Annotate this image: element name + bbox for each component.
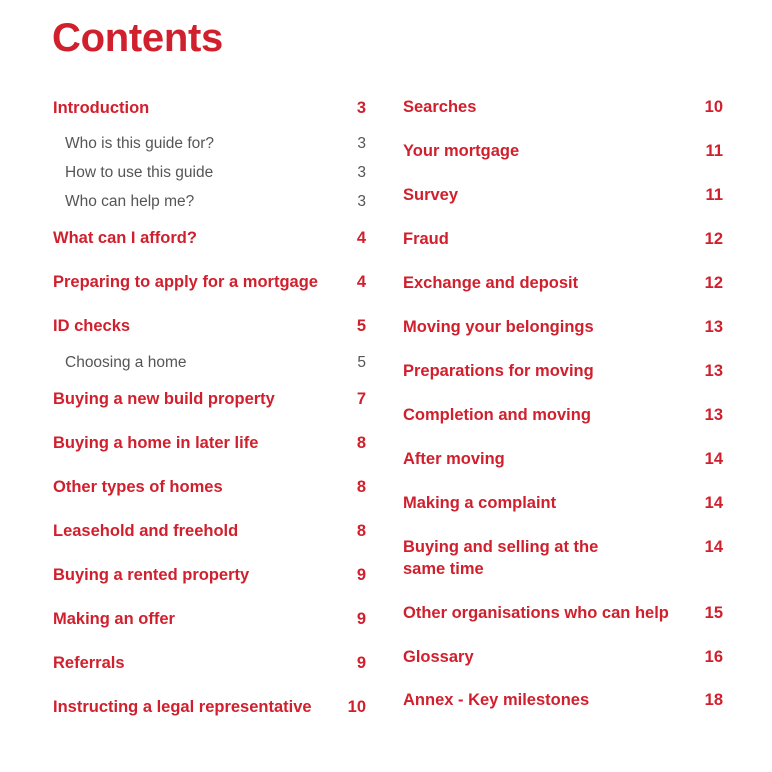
toc-entry-page: 13 [704,362,723,380]
toc-entry-label: Exchange and deposit [403,274,579,292]
toc-entry-label: Survey [403,186,459,204]
toc-entry-label: Preparations for moving [403,362,594,380]
toc-entry-making-an-offer[interactable] [53,608,366,630]
toc-entry-page: 3 [357,135,366,152]
toc-entry-page: 14 [704,450,723,468]
toc-entry-referrals[interactable] [53,652,366,674]
toc-entry-glossary[interactable] [403,646,723,668]
toc-entry-introduction[interactable] [53,97,366,119]
toc-entry-page: 3 [357,164,366,181]
toc-entry-page: 10 [347,698,366,716]
toc-entry-label: Who can help me? [65,193,195,210]
toc-entry-page: 4 [356,273,366,291]
toc-entry-buying-new-build[interactable] [53,388,366,410]
toc-entry-page: 4 [356,229,366,247]
toc-entry-page: 11 [705,142,723,160]
toc-entry-page: 9 [356,566,366,584]
toc-entry-page: 10 [704,98,723,116]
toc-subentry-choosing-a-home[interactable] [65,353,366,373]
toc-entry-leasehold-freehold[interactable] [53,520,366,542]
toc-entry-label: Annex - Key milestones [403,691,590,709]
toc-entry-page: 8 [356,478,366,496]
toc-entry-label: Instructing a legal representative [53,698,312,716]
toc-entry-label: Referrals [53,654,125,672]
toc-subentry-how-to-use-this-guide[interactable] [65,163,366,183]
toc-entry-label: Who is this guide for? [65,135,215,152]
toc-entry-label: Searches [403,98,477,116]
toc-entry-label: How to use this guide [65,164,214,181]
toc-entry-label: Other organisations who can help [403,604,669,622]
toc-entry-page: 8 [356,522,366,540]
toc-entry-label-line2: same time [403,560,484,578]
toc-entry-label: Choosing a home [65,354,187,371]
toc-entry-after-moving[interactable] [403,448,723,470]
toc-entry-page: 12 [704,230,723,248]
toc-entry-page: 5 [356,317,366,335]
toc-entry-buying-later-life[interactable] [53,432,366,454]
toc-entry-page: 14 [704,538,723,556]
toc-entry-page: 13 [704,406,723,424]
toc-entry-other-organisations[interactable] [403,602,723,624]
toc-entry-your-mortgage[interactable] [403,140,723,162]
toc-entry-other-types-of-homes[interactable] [53,476,366,498]
toc-entry-page: 7 [356,390,366,408]
toc-entry-label: Buying a new build property [53,390,275,408]
toc-entry-page: 14 [704,494,723,512]
toc-entry-label: Buying a rented property [53,566,250,584]
toc-entry-instructing-legal-rep[interactable] [53,696,366,718]
toc-entry-making-a-complaint[interactable] [403,492,723,514]
toc-entry-label: Completion and moving [403,406,591,424]
toc-entry-moving-belongings[interactable] [403,316,723,338]
toc-entry-page: 9 [356,654,366,672]
toc-entry-page: 3 [356,99,366,117]
toc-entry-preparing-to-apply[interactable] [53,271,366,293]
toc-entry-label: After moving [403,450,505,468]
toc-entry-label: Introduction [53,99,150,117]
toc-entry-page: 12 [704,274,723,292]
toc-entry-page: 9 [356,610,366,628]
toc-entry-buying-and-selling[interactable] [403,536,723,580]
toc-entry-what-can-i-afford[interactable] [53,227,366,249]
toc-entry-page: 5 [357,354,366,371]
toc-entry-completion-and-moving[interactable] [403,404,723,426]
toc-entry-label: Buying a home in later life [53,434,259,452]
toc-entry-page: 18 [704,691,723,709]
toc-entry-page: 15 [704,604,723,622]
toc-entry-preparations-for-moving[interactable] [403,360,723,382]
page-title: Contents [52,16,223,60]
toc-entry-label: Leasehold and freehold [53,522,239,540]
toc-subentry-who-can-help-me[interactable] [65,192,366,212]
toc-entry-label: Making an offer [53,610,175,628]
toc-entry-page: 11 [705,186,723,204]
toc-entry-label: Preparing to apply for a mortgage [53,273,318,291]
toc-entry-buying-rented-property[interactable] [53,564,366,586]
toc-entry-searches[interactable] [403,96,723,118]
toc-entry-exchange-and-deposit[interactable] [403,272,723,294]
toc-entry-page: 16 [704,648,723,666]
toc-entry-fraud[interactable] [403,228,723,250]
toc-entry-page: 13 [704,318,723,336]
toc-subentry-who-is-this-guide-for[interactable] [65,134,366,154]
toc-entry-label: Moving your belongings [403,318,594,336]
toc-entry-survey[interactable] [403,184,723,206]
toc-entry-label: Making a complaint [403,494,557,512]
toc-entry-annex-key-milestones[interactable] [403,689,723,711]
toc-entry-id-checks[interactable] [53,315,366,337]
toc-entry-label: Other types of homes [53,478,223,496]
toc-entry-label: Glossary [403,648,474,666]
toc-entry-page: 8 [356,434,366,452]
toc-entry-label: Buying and selling at the [403,538,599,556]
toc-entry-label: ID checks [53,317,131,335]
toc-entry-label: Your mortgage [403,142,520,160]
toc-entry-label: Fraud [403,230,449,248]
toc-entry-label: What can I afford? [53,229,197,247]
toc-entry-page: 3 [357,193,366,210]
